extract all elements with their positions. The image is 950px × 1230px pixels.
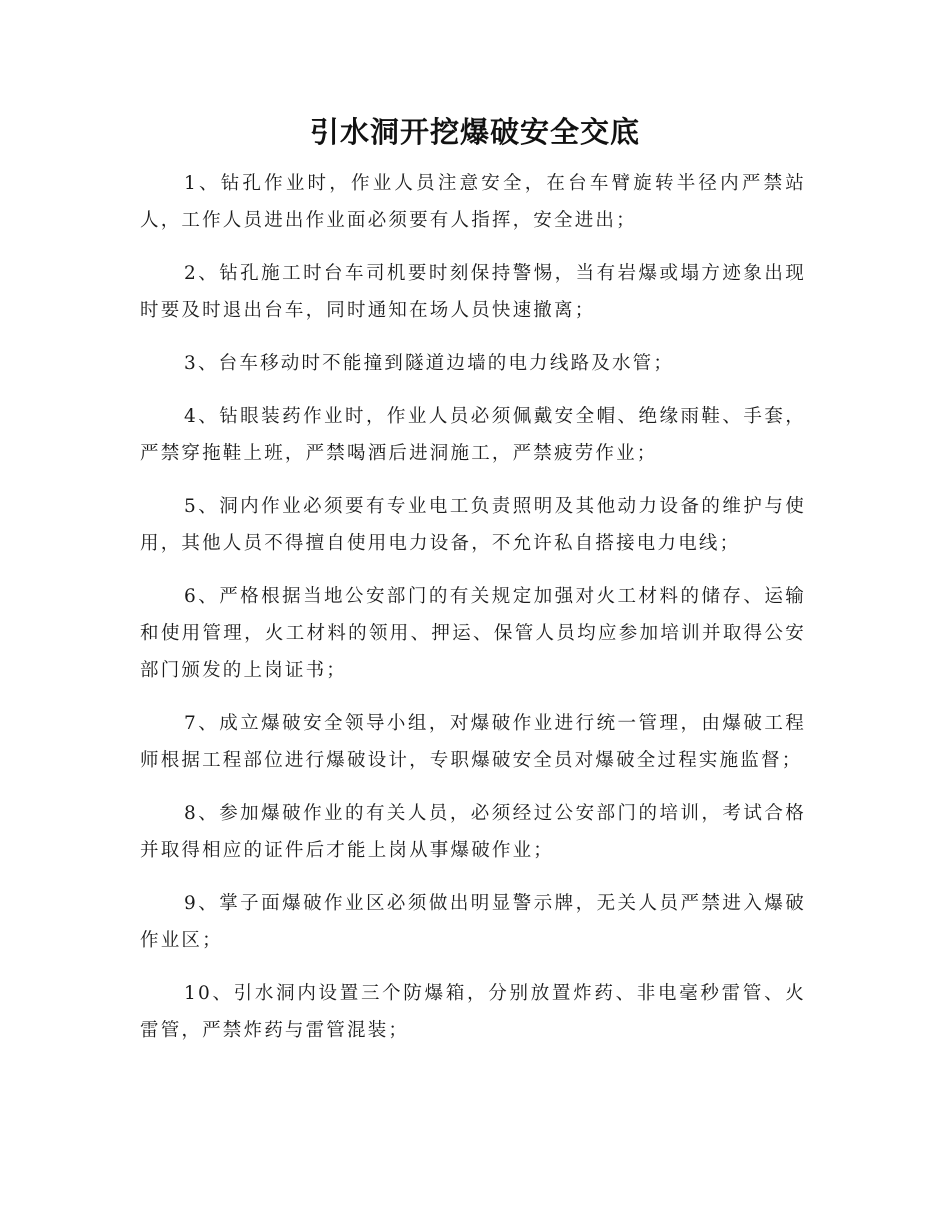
paragraph-6: 6、严格根据当地公安部门的有关规定加强对火工材料的储存、运输和使用管理，火工材料的领用、押运、保管人员均应参加培训并取得公安部门颁发的上岗证书； (140, 586, 806, 681)
paragraph-9: 9、掌子面爆破作业区必须做出明显警示牌，无关人员严禁进入爆破作业区； (140, 893, 806, 951)
paragraph-1: 1、钻孔作业时，作业人员注意安全，在台车臂旋转半径内严禁站人，工作人员进出作业面必须要有人指挥，安全进出； (140, 173, 806, 231)
paragraph-7: 7、成立爆破安全领导小组，对爆破作业进行统一管理，由爆破工程师根据工程部位进行爆破设计，专职爆破安全员对爆破全过程实施监督； (140, 713, 806, 771)
paragraph-3: 3、台车移动时不能撞到隧道边墙的电力线路及水管； (184, 353, 675, 374)
paragraph-4: 4、钻眼装药作业时，作业人员必须佩戴安全帽、绝缘雨鞋、手套，严禁穿拖鞋上班，严禁喝酒后进洞施工，严禁疲劳作业； (140, 406, 806, 464)
document-title: 引水洞开挖爆破安全交底 (309, 115, 640, 149)
paragraph-2: 2、钻孔施工时台车司机要时刻保持警惕，当有岩爆或塌方迹象出现时要及时退出台车，同时通知在场人员快速撤离； (140, 263, 806, 321)
paragraph-10: 10、引水洞内设置三个防爆箱，分别放置炸药、非电毫秒雷管、火雷管，严禁炸药与雷管混装； (140, 983, 806, 1041)
paragraph-8: 8、参加爆破作业的有关人员，必须经过公安部门的培训，考试合格并取得相应的证件后才能上岗从事爆破作业； (140, 803, 806, 861)
document-body (140, 165, 806, 1065)
paragraph-5: 5、洞内作业必须要有专业电工负责照明及其他动力设备的维护与使用，其他人员不得擅自使用电力设备，不允许私自搭接电力电线； (140, 496, 806, 554)
